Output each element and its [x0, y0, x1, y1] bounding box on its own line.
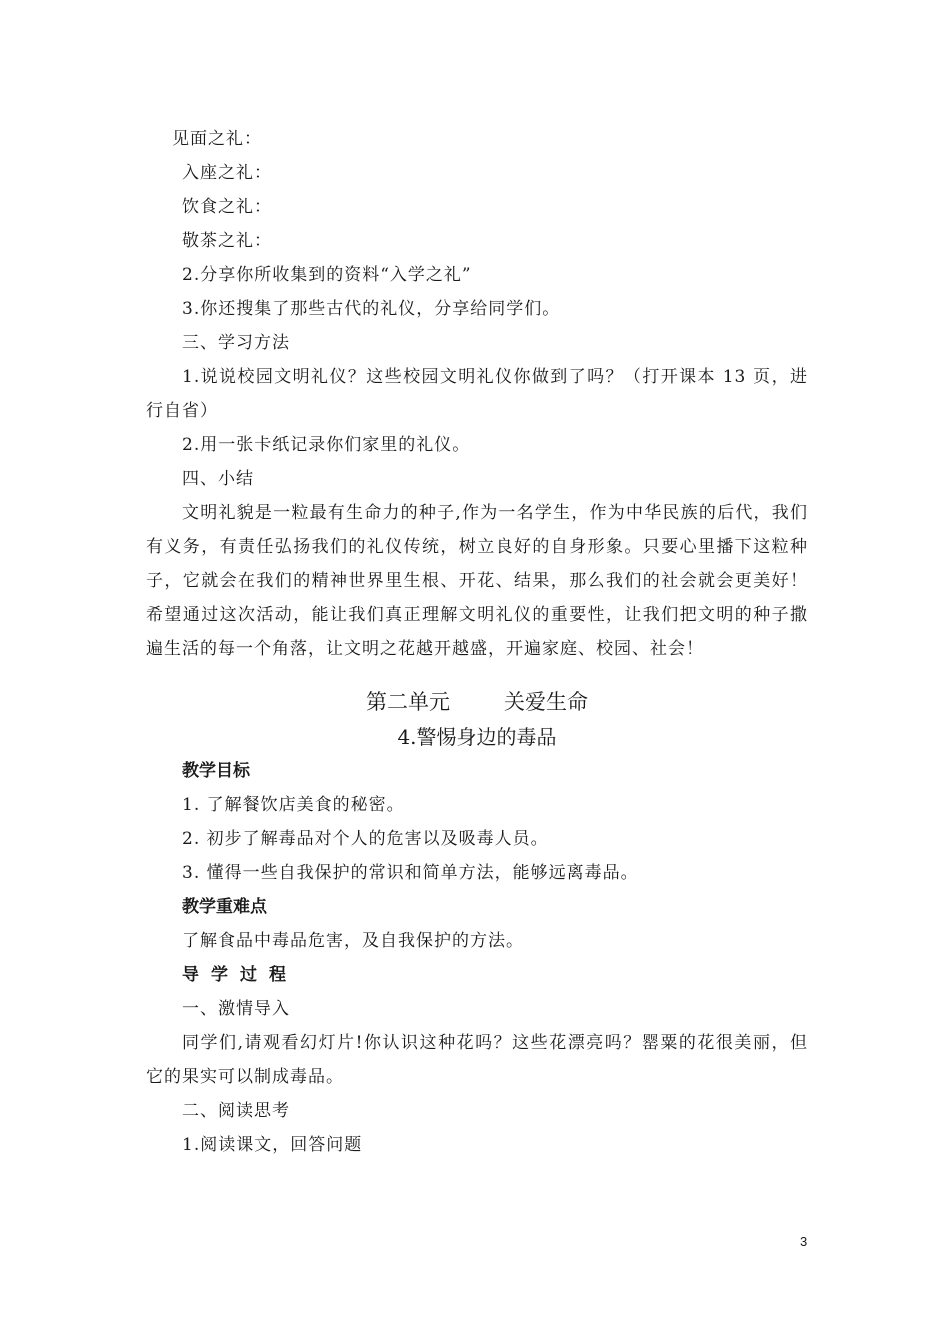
share-item-2: 2.分享你所收集到的资料“入学之礼”	[182, 265, 472, 285]
read-item-1: 1.阅读课文，回答问题	[182, 1135, 363, 1155]
key-points-text: 了解食品中毒品危害，及自我保护的方法。	[182, 931, 524, 951]
read-heading: 二、阅读思考	[182, 1101, 290, 1121]
etiquette-item-tea: 敬茶之礼：	[182, 231, 272, 251]
summary-paragraph: 文明礼貌是一粒最有生命力的种子,作为一名学生，作为中华民族的后代，我们有义务，有责任弘扬我们的礼仪传统，树立良好的自身形象。只要心里播下这粒种子，它就会在我们的精神世界里生根、开花、结果，那么我们的社会就会更美好！希望通过这次活动，能让我们真正理解文明礼仪的重要性，让我们把文明的种子撒遍生活的每一个角落，让文明之花越开越盛，开遍家庭、校园、社会！	[146, 503, 808, 659]
process-heading: 导学过程	[182, 965, 298, 985]
unit-number: 第二单元	[366, 690, 450, 714]
unit-name: 关爱生命	[504, 690, 588, 714]
intro-heading: 一、激情导入	[182, 999, 290, 1019]
goal-item-1: 1. 了解餐饮店美食的秘密。	[182, 795, 405, 815]
page-content	[146, 122, 808, 1162]
etiquette-item-meeting: 见面之礼：	[172, 129, 262, 149]
intro-text: 同学们,请观看幻灯片!你认识这种花吗？这些花漂亮吗？罂粟的花很美丽，但它的果实可以制成毒品。	[146, 1033, 808, 1087]
section3-item-2: 2.用一张卡纸记录你们家里的礼仪。	[182, 435, 471, 455]
section-gap	[146, 666, 808, 672]
section3-heading: 三、学习方法	[182, 333, 290, 353]
page-number: 3	[800, 1234, 808, 1249]
unit-title	[146, 684, 808, 720]
section3-item-1: 1.说说校园文明礼仪？这些校园文明礼仪你做到了吗？（打开课本 13 页，进行自省）	[146, 367, 808, 421]
goal-item-3: 3. 懂得一些自我保护的常识和简单方法，能够远离毒品。	[182, 863, 639, 883]
etiquette-item-seating: 入座之礼：	[182, 163, 272, 183]
etiquette-item-dining: 饮食之礼：	[182, 197, 272, 217]
share-item-3: 3.你还搜集了那些古代的礼仪，分享给同学们。	[182, 299, 561, 319]
key-points-heading: 教学重难点	[182, 897, 267, 917]
lesson-title: 4.警惕身边的毒品	[397, 725, 557, 749]
goal-item-2: 2. 初步了解毒品对个人的危害以及吸毒人员。	[182, 829, 549, 849]
section4-heading: 四、小结	[182, 469, 254, 489]
goals-heading: 教学目标	[182, 761, 250, 781]
